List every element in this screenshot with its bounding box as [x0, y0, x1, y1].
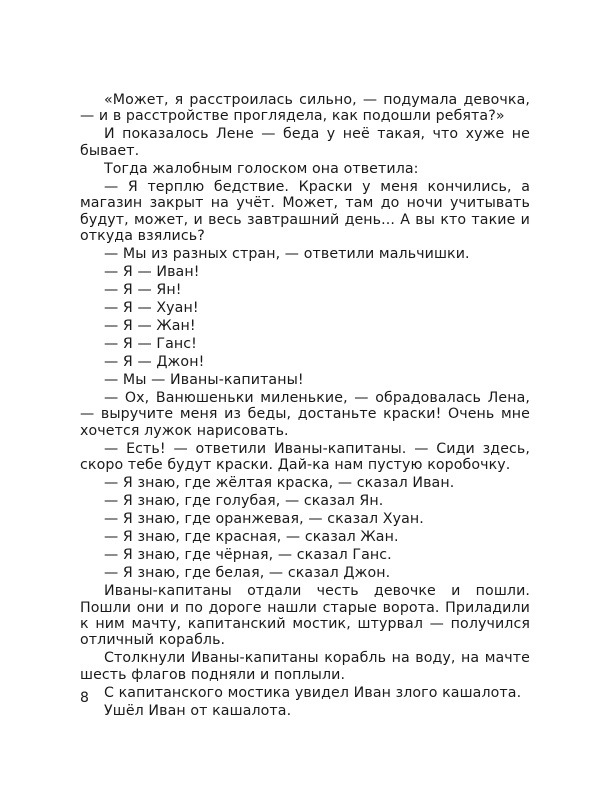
dialogue-line: — Я знаю, где чёрная, — сказал Ганс. — [104, 547, 392, 564]
paragraph: С капитанского мостика увидел Иван злого кашалота. — [104, 684, 522, 701]
dialogue-line: — Я знаю, где жёлтая краска, — сказал Иван. — [104, 475, 455, 492]
paragraph: — Я терплю бедствие. Краски у меня кончились, а магазин закрыт на учёт. Может, там до ночи учитывать будут, может, и весь завтрашний день... А вы кто такие и откуда взялись? — [80, 178, 530, 245]
paragraph: Столкнули Иваны-капитаны корабль на воду, на мачте шесть флагов подняли и поплыли. — [80, 650, 530, 683]
dialogue-line: — Я — Джон! — [104, 354, 205, 371]
dialogue-line: — Я — Хуан! — [104, 300, 199, 317]
paragraph: — Есть! — ответили Иваны-капитаны. — Сиди здесь, скоро тебе будут краски. Дай-ка нам пустую коробочку. — [80, 440, 530, 474]
page-number: 8 — [80, 690, 89, 706]
paragraph: «Может, я расстроилась сильно, — подумала девочка, — и в расстройстве проглядела, как подошли ребята?» — [80, 92, 530, 125]
dialogue-line: — Мы — Иваны-капитаны! — [104, 372, 304, 389]
paragraph: — Ох, Ванюшеньки миленькие, — обрадовалась Лена, — выручите меня из беды, достаньте краски! Очень мне хочется лужок нарисовать. — [80, 390, 530, 439]
dialogue-line: — Я — Ганс! — [104, 336, 197, 353]
dialogue-line: — Я — Жан! — [104, 318, 196, 335]
dialogue-line: — Я знаю, где красная, — сказал Жан. — [104, 529, 399, 546]
paragraph: Иваны-капитаны отдали честь девочке и пошли. Пошли они и по дороге нашли старые ворота. Приладили к ним мачту, капитанский мостик, штурвал — получился отличный корабль. — [80, 583, 530, 649]
dialogue-line: — Мы из разных стран, — ответили мальчишки. — [104, 246, 470, 263]
dialogue-line: — Я — Иван! — [104, 264, 200, 281]
paragraph: Ушёл Иван от кашалота. — [104, 702, 292, 719]
paragraph: И показалось Лене — беда у неё такая, что хуже не бывает. — [80, 126, 530, 159]
paragraph: Тогда жалобным голоском она ответила: — [104, 160, 419, 177]
page-body — [80, 92, 530, 721]
dialogue-line: — Я — Ян! — [104, 282, 182, 299]
dialogue-line: — Я знаю, где голубая, — сказал Ян. — [104, 493, 384, 510]
dialogue-line: — Я знаю, где оранжевая, — сказал Хуан. — [104, 511, 424, 528]
dialogue-line: — Я знаю, где белая, — сказал Джон. — [104, 565, 391, 582]
